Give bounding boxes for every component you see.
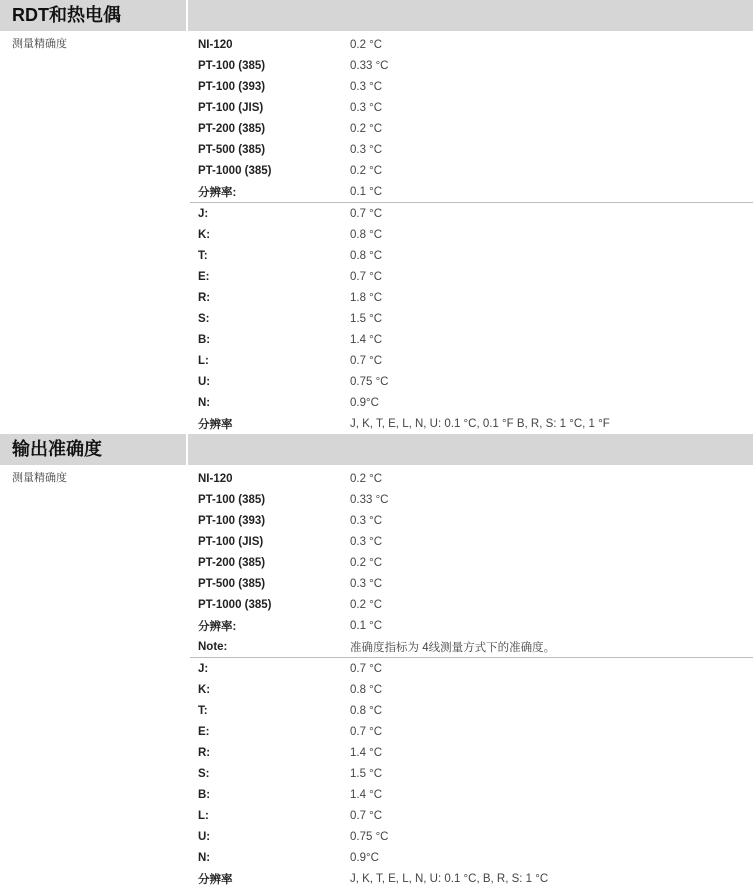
spec-row [190, 55, 753, 76]
spec-row [190, 371, 753, 392]
spec-row [190, 510, 753, 531]
spec-name: J: [198, 662, 209, 675]
section-rows [190, 468, 753, 889]
spec-section-output-accuracy [0, 434, 753, 889]
spec-name: S: [198, 312, 210, 325]
section-header [0, 0, 753, 31]
spec-name: R: [198, 746, 211, 759]
spec-name: PT-500 (385) [198, 577, 266, 590]
spec-row [190, 573, 753, 594]
spec-row [190, 531, 753, 552]
spec-value: 0.8 °C [350, 683, 383, 696]
spec-value: 1.8 °C [350, 291, 383, 304]
spec-value: 0.2 °C [350, 122, 383, 135]
spec-value: 0.1 °C [350, 185, 383, 198]
spec-name: J: [198, 207, 209, 220]
spec-name: E: [198, 725, 210, 738]
spec-value: 0.7 °C [350, 662, 383, 675]
spec-value: 0.75 °C [350, 830, 389, 843]
spec-row [190, 700, 753, 721]
spec-value: J, K, T, E, L, N, U: 0.1 °C, B, R, S: 1 °C [350, 872, 549, 885]
spec-name: T: [198, 249, 208, 262]
spec-row [190, 784, 753, 805]
section-label: 测量精确度 [12, 38, 67, 50]
spec-name: L: [198, 809, 209, 822]
spec-row [190, 805, 753, 826]
spec-row [190, 636, 753, 657]
spec-value: 0.33 °C [350, 493, 389, 506]
spec-row [190, 350, 753, 371]
spec-value: 0.8 °C [350, 249, 383, 262]
spec-name: K: [198, 228, 211, 241]
spec-row [190, 868, 753, 889]
section-rows [190, 34, 753, 434]
spec-row [190, 181, 753, 202]
spec-value: 0.75 °C [350, 375, 389, 388]
spec-row [190, 826, 753, 847]
spec-row [190, 594, 753, 615]
spec-row [190, 139, 753, 160]
spec-name: PT-200 (385) [198, 556, 266, 569]
spec-row [190, 658, 753, 679]
spec-group [190, 34, 753, 202]
spec-row [190, 34, 753, 55]
spec-name: R: [198, 291, 211, 304]
spec-value: 1.5 °C [350, 767, 383, 780]
spec-value: 0.3 °C [350, 535, 383, 548]
spec-value: 0.3 °C [350, 577, 383, 590]
spec-group [190, 202, 753, 434]
spec-row [190, 763, 753, 784]
spec-name: 分辨率 [198, 418, 233, 431]
spec-row [190, 76, 753, 97]
spec-value: 0.2 °C [350, 164, 383, 177]
spec-value: 0.3 °C [350, 143, 383, 156]
spec-row [190, 552, 753, 573]
spec-value: 0.7 °C [350, 207, 383, 220]
spec-value: 0.3 °C [350, 101, 383, 114]
section-title: RDT和热电偶 [0, 0, 188, 31]
spec-value: 0.2 °C [350, 598, 383, 611]
spec-name: U: [198, 375, 211, 388]
spec-row [190, 266, 753, 287]
spec-row [190, 287, 753, 308]
spec-name: PT-100 (385) [198, 59, 266, 72]
spec-name: PT-1000 (385) [198, 164, 272, 177]
spec-value: 0.7 °C [350, 354, 383, 367]
spec-name: T: [198, 704, 208, 717]
spec-name: S: [198, 767, 210, 780]
spec-name: E: [198, 270, 210, 283]
spec-value: 0.7 °C [350, 809, 383, 822]
spec-value: 1.4 °C [350, 333, 383, 346]
spec-name: B: [198, 788, 211, 801]
spec-value: 0.2 °C [350, 556, 383, 569]
spec-row [190, 847, 753, 868]
section-title: 输出准确度 [0, 434, 188, 465]
spec-value: 0.7 °C [350, 725, 383, 738]
spec-name: PT-200 (385) [198, 122, 266, 135]
spec-row [190, 468, 753, 489]
spec-value: 0.2 °C [350, 38, 383, 51]
spec-name: 分辨率: [198, 620, 237, 633]
spec-row [190, 118, 753, 139]
spec-row [190, 245, 753, 266]
spec-name: PT-100 (385) [198, 493, 266, 506]
spec-value: 0.7 °C [350, 270, 383, 283]
spec-row [190, 97, 753, 118]
spec-name: 分辨率 [198, 873, 233, 886]
spec-name: L: [198, 354, 209, 367]
spec-name: Note: [198, 640, 228, 653]
spec-row [190, 413, 753, 434]
spec-name: NI-120 [198, 472, 233, 485]
spec-name: PT-1000 (385) [198, 598, 272, 611]
section-header-fill [188, 0, 753, 31]
spec-name: B: [198, 333, 211, 346]
spec-name: PT-100 (JIS) [198, 535, 264, 548]
spec-value: 0.1 °C [350, 619, 383, 632]
section-header-fill [188, 434, 753, 465]
spec-value: J, K, T, E, L, N, U: 0.1 °C, 0.1 °F B, R, S: 1 °C, 1 °F [350, 417, 610, 430]
spec-name: U: [198, 830, 211, 843]
spec-name: N: [198, 851, 211, 864]
spec-value: 准确度指标为 4线测量方式下的准确度。 [350, 641, 556, 654]
spec-group [190, 657, 753, 889]
spec-value: 0.8 °C [350, 228, 383, 241]
section-label: 测量精确度 [12, 472, 67, 484]
spec-name: NI-120 [198, 38, 233, 51]
spec-value: 0.3 °C [350, 514, 383, 527]
spec-row [190, 615, 753, 636]
spec-value: 0.8 °C [350, 704, 383, 717]
spec-value: 1.5 °C [350, 312, 383, 325]
spec-name: 分辨率: [198, 186, 237, 199]
section-header [0, 434, 753, 465]
spec-row [190, 308, 753, 329]
spec-row [190, 721, 753, 742]
spec-value: 0.2 °C [350, 472, 383, 485]
spec-row [190, 679, 753, 700]
spec-row [190, 203, 753, 224]
spec-row [190, 329, 753, 350]
spec-name: K: [198, 683, 211, 696]
spec-name: PT-100 (393) [198, 80, 266, 93]
spec-name: PT-100 (393) [198, 514, 266, 527]
spec-value: 0.9°C [350, 851, 379, 864]
spec-value: 0.33 °C [350, 59, 389, 72]
spec-value: 0.3 °C [350, 80, 383, 93]
section-body [0, 465, 753, 889]
spec-name: N: [198, 396, 211, 409]
spec-row [190, 489, 753, 510]
spec-name: PT-500 (385) [198, 143, 266, 156]
spec-row [190, 392, 753, 413]
spec-section-rtd-thermocouple [0, 0, 753, 434]
spec-row [190, 224, 753, 245]
spec-row [190, 742, 753, 763]
spec-value: 1.4 °C [350, 788, 383, 801]
section-body [0, 31, 753, 434]
spec-row [190, 160, 753, 181]
spec-group [190, 468, 753, 657]
spec-value: 1.4 °C [350, 746, 383, 759]
spec-value: 0.9°C [350, 396, 379, 409]
spec-name: PT-100 (JIS) [198, 101, 264, 114]
